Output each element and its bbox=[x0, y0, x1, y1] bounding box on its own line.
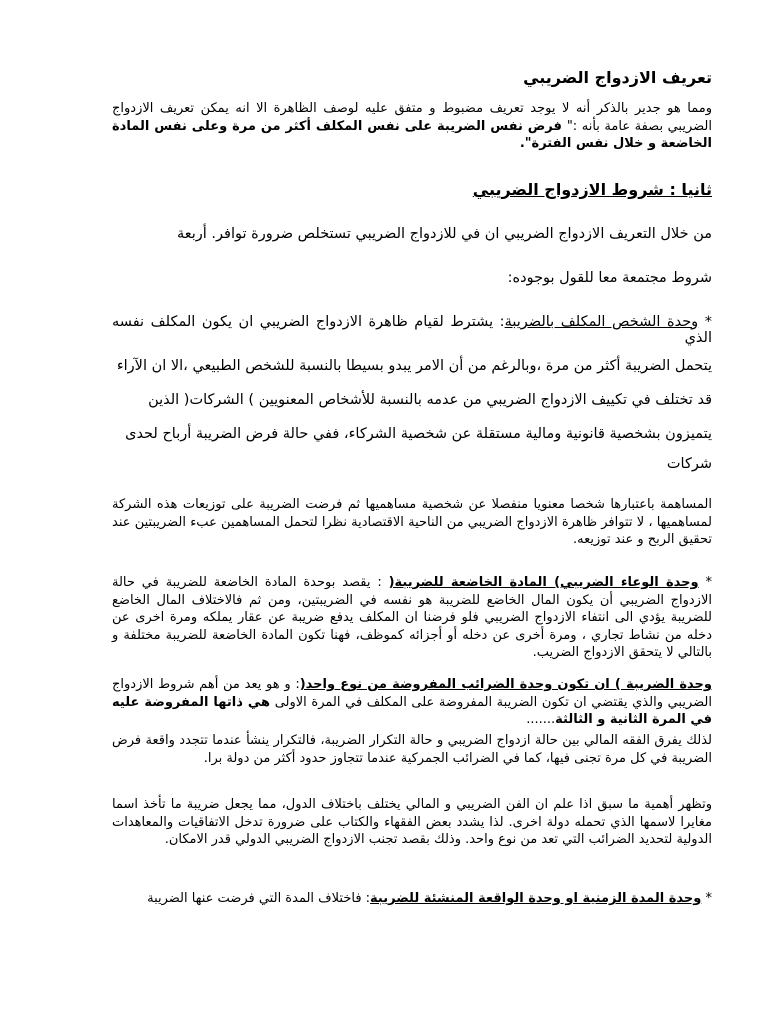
condition-1-line-1: * وحدة الشخص المكلف بالضريبة: يشترط لقيام ظاهرة الازدواج الضريبي ان يكون المكلف نفسه الذي bbox=[112, 314, 712, 346]
condition-1-line-2: يتحمل الضريبة أكثر من مرة ،وبالرغم من أن الامر يبدو بسيطا بالنسبة للشخص الطبيعي ،الا ان الآراء bbox=[116, 358, 712, 374]
repetition-paragraph: لذلك يفرق الفقه المالي بين حالة ازدواج الضريبي و حالة التكرار الضريبة، فالتكرار ينشأ عندما تتجدد واقعة فرض الضريبة في كل مرة تجنى فيها، كما في الضرائب الجمركية عندما تتجاوز حدود أكثر من دولة برا. bbox=[112, 733, 712, 766]
section-intro-line-1: من خلال التعريف الازدواج الضريبي ان في للازدواج الضريبي تستخلص ضرورة توافر. أربعة bbox=[176, 226, 712, 242]
intro-text: ومما هو جدير بالذكر أنه لا يوجد تعريف مضبوط و متفق عليه لوصف الظاهرة الا انه يمكن تعريف الازدواج الضريبي بصفة عامة بأنه :" bbox=[112, 101, 712, 134]
shareholding-paragraph: المساهمة باعتبارها شخصا معنويا منفصلا عن شخصية مساهميها ثم فرضت الضريبة على توزيعات هذه الشركة لمساهميها ، لا تتوافر ظاهرة الازدواج الضريبي من الناحية الاقتصادية نظرا لتحمل المساهمين عبء الضريبتين عند تحقيق الربح و عند توزيعه. bbox=[112, 497, 712, 547]
intro-paragraph bbox=[112, 100, 712, 153]
condition-1-line-5: شركات bbox=[666, 456, 712, 472]
importance-paragraph: وتظهر أهمية ما سبق اذا علم ان الفن الضريبي و المالي يختلف باختلاف الدول، مما يجعل ضريبة ما تأخذ اسما مغايرا لاسمها الذي تحمله دولة اخرى. لذا يشدد بعض الفقهاء والكتاب على ضرورة تدخل الاتفاقيات والمعاهدات الدولية لتحديد الضرائب التي تعد من نوع واحد. وذلك بقصد تجنب الازدواج الضريبي الدولي قدر الامكان. bbox=[112, 797, 712, 847]
condition-3-title: وحدة الضريبة ) ان تكون وحدة الضرائب المفروضة من نوع واحد( bbox=[299, 677, 712, 692]
condition-3-paragraph: وحدة الضريبة ) ان تكون وحدة الضرائب المفروضة من نوع واحد(: و هو يعد من أهم شروط الازدواج الضريبي والذي يقتضي ان تكون الضريبة المفروضة على المكلف في المرة الاولى هي ذاتها المفروضة عليه في المرة الثانية و الثالثة....... bbox=[112, 677, 712, 727]
condition-1-title: وحدة الشخص المكلف بالضريبة bbox=[504, 314, 699, 330]
condition-4-title: وحدة المدة الزمنية او وحدة الواقعة المنشئة للضريبة bbox=[370, 891, 702, 906]
page-title: تعريف الازدواج الضريبي bbox=[523, 68, 712, 87]
section-intro-line-2: شروط مجتمعة معا للقول بوجوده: bbox=[507, 270, 712, 286]
section-title: ثانيا : شروط الازدواج الضريبي bbox=[472, 180, 712, 199]
condition-2-paragraph: * وحدة الوعاء الضريبي) المادة الخاضعة للضريبة( : يقصد بوحدة المادة الخاضعة للضريبة في حالة الازدواج الضريبي أن يكون المال الخاضع للضريبة هو نفسه في الضريبتين، ومن ثم فالاختلاف المال الخاضع للضريبة يؤدي الى انتفاء الازدواج الضريبي فلو فرضنا ان المكلف يدفع ضريبة عن عقار يملكه ومرة اخرى عن دخله من نشاط تجاري ، ومرة أخرى عن دخله أو أجزائه كموظف، فهنا تكون المادة الخاضعة للضريبة مختلفة و بالتالي لا يتحقق الازدواج الضريب. bbox=[112, 575, 712, 660]
intro-definition-bold: فرض نفس الضريبة على نفس المكلف أكثر من مرة وعلى نفس المادة الخاضعة و خلال نفس الفترة". bbox=[112, 118, 712, 151]
condition-1-line-4: يتميزون بشخصية قانونية ومالية مستقلة عن شخصية الشركاء، ففي حالة فرض الضريبة أرباح لحدى bbox=[125, 426, 712, 442]
condition-4-line: * وحدة المدة الزمنية او وحدة الواقعة المنشئة للضريبة: فاختلاف المدة التي فرضت عنها الضريبة bbox=[147, 891, 712, 906]
condition-2-title: وحدة الوعاء الضريبي) المادة الخاضعة للضريبة( bbox=[388, 575, 699, 590]
condition-1-line-3: قد تختلف في تكييف الازدواج الضريبي من عدمه بالنسبة للأشخاص المعنويين ) الشركات( الذين bbox=[148, 392, 712, 408]
